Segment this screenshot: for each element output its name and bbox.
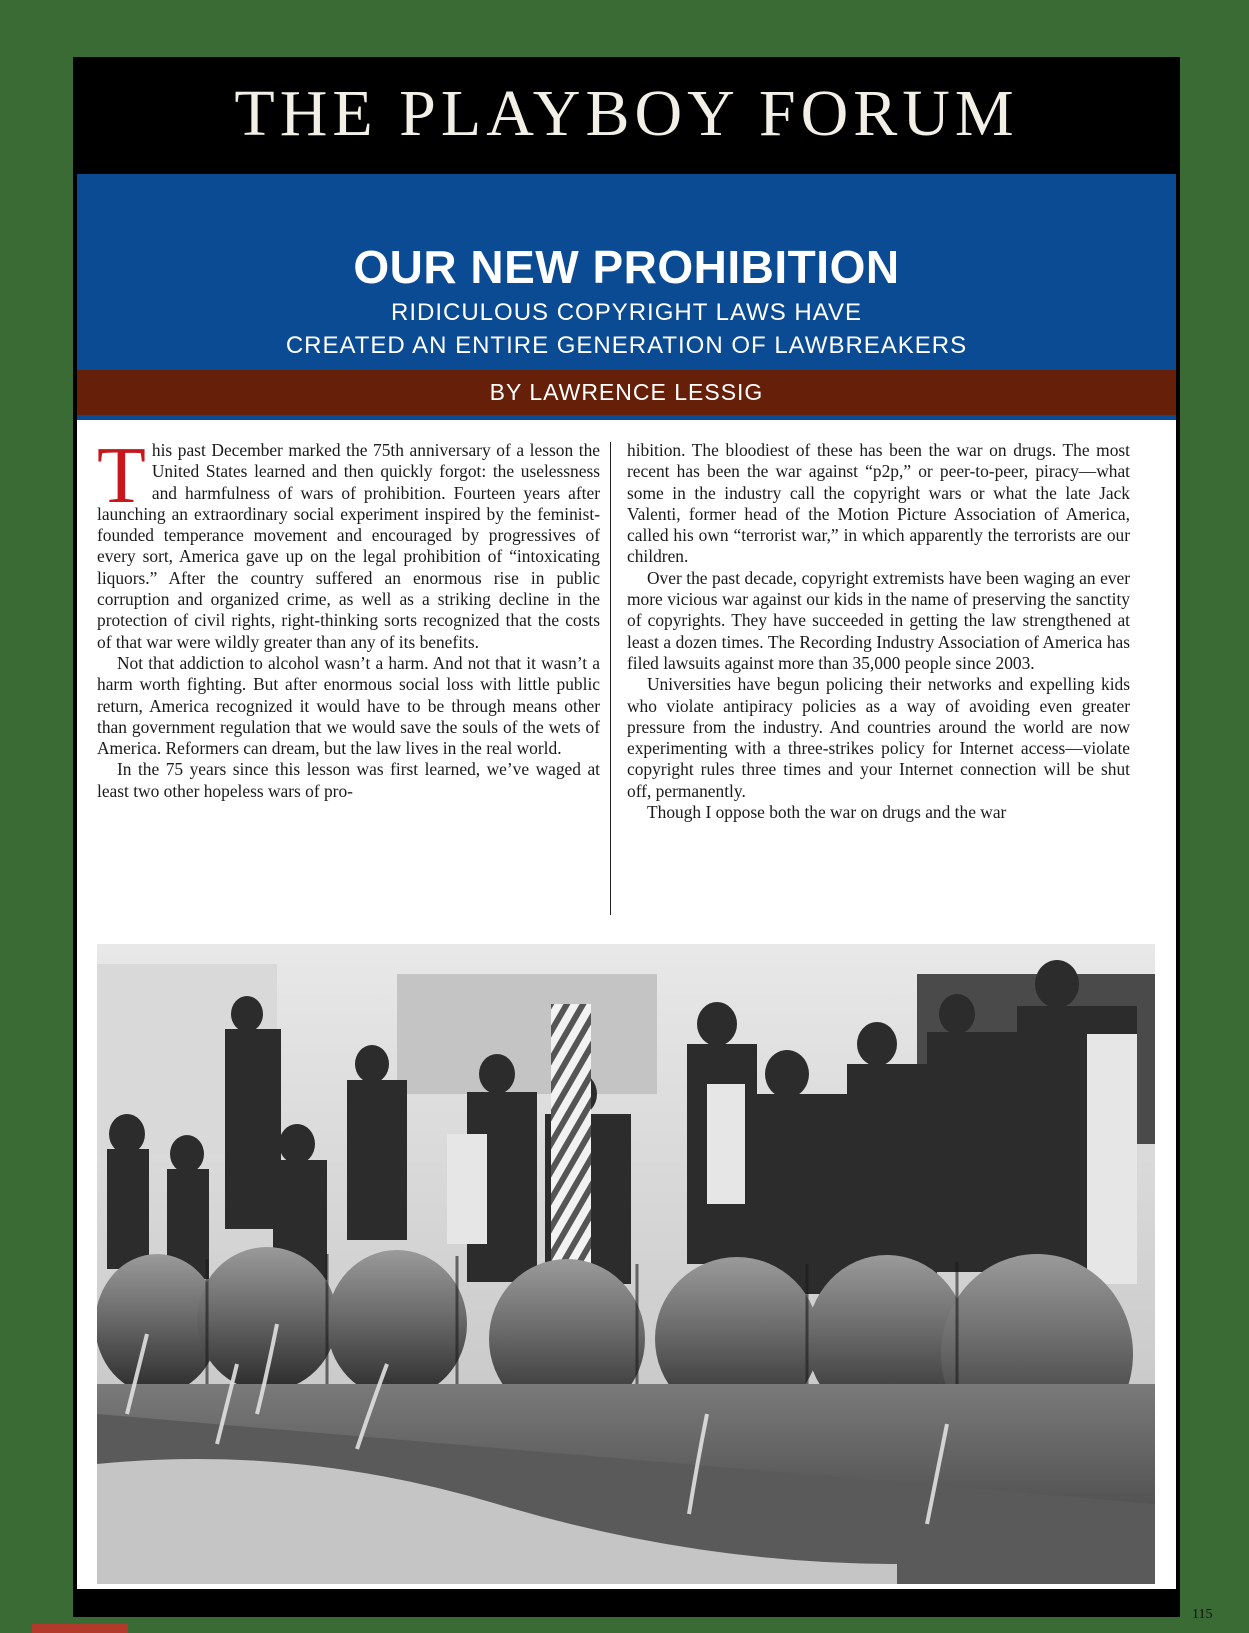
column-left: [97, 440, 600, 920]
paragraph: Though I oppose both the war on drugs and the war: [647, 802, 1007, 823]
paragraph: Universities have begun policing their networks and expelling kids who violate antipiracy policies as a way of avoiding even greater pressure from the industry. And countries around the world are now experimenting with a three-strikes policy for Internet access—violate copyright rules three times and your Internet connection will be shut off, permanently.: [627, 674, 1130, 801]
article-deck-line-1: RIDICULOUS COPYRIGHT LAWS HAVE: [391, 299, 862, 326]
article-byline: BY LAWRENCE LESSIG: [489, 379, 764, 405]
column-right: [627, 440, 1130, 920]
magazine-page: [73, 57, 1180, 1617]
page-number: 115: [1192, 1607, 1213, 1622]
byline-band: [77, 370, 1176, 415]
paragraph: Over the past decade, copyright extremists have been waging an ever more vicious war against our kids in the name of preserving the sanctity of copyrights. They have succeeded in getting the law strengthened at least a dozen times. The Recording Industry Association of America has filed lawsuits against more than 35,000 people since 2003.: [627, 567, 1130, 673]
corner-mark: [32, 1624, 128, 1633]
article-deck-line-2: CREATED AN ENTIRE GENERATION OF LAWBREAKERS: [285, 332, 968, 359]
article-body: [77, 420, 1176, 1590]
paragraph: This past December marked the 75th anniversary of a lesson the United States learned and then quickly forgot: the uselessness and harmfulness of wars of prohibition. Fourteen years after launching an extraordinary social experiment inspired by the feminist-founded temperance movement and encouraged by progressives of every sort, America gave up on the legal prohibition of “intoxicating liquors.” After the country suffered an enormous rise in public corruption and organized crime, as well as a striking decline in the protection of civil rights, right-thinking sorts recognized that the costs of that war were wildly greater than any of its benefits.: [97, 440, 600, 652]
column-divider: [610, 442, 611, 915]
article-headline: OUR NEW PROHIBITION: [353, 241, 900, 293]
paragraph: Not that addiction to alcohol wasn’t a harm. And not that it wasn’t a harm worth fighting. But after enormous social loss with little public return, America recognized it would have to be through means other than government regulation that we would save the souls of the wets of America. Reformers can dream, but the law lives in the real world.: [97, 652, 600, 759]
paragraph: In the 75 years since this lesson was first learned, we’ve waged at least two other hopeless wars of pro-: [97, 759, 600, 801]
title-band: [77, 174, 1176, 370]
paragraph: hibition. The bloodiest of these has been the war on drugs. The most recent has been the war against “p2p,” or peer-to-peer, piracy—what some in the industry call the copyright wars or what the late Jack Valenti, former head of the Motion Picture Association of America, called his own “terrorist war,” in which apparently the terrorists are our children.: [627, 440, 1130, 567]
bottom-bar: [73, 1589, 1180, 1617]
prohibition-photo: [97, 944, 1155, 1584]
drop-cap: T: [97, 440, 146, 520]
masthead-title: THE PLAYBOY FORUM: [234, 77, 1019, 150]
